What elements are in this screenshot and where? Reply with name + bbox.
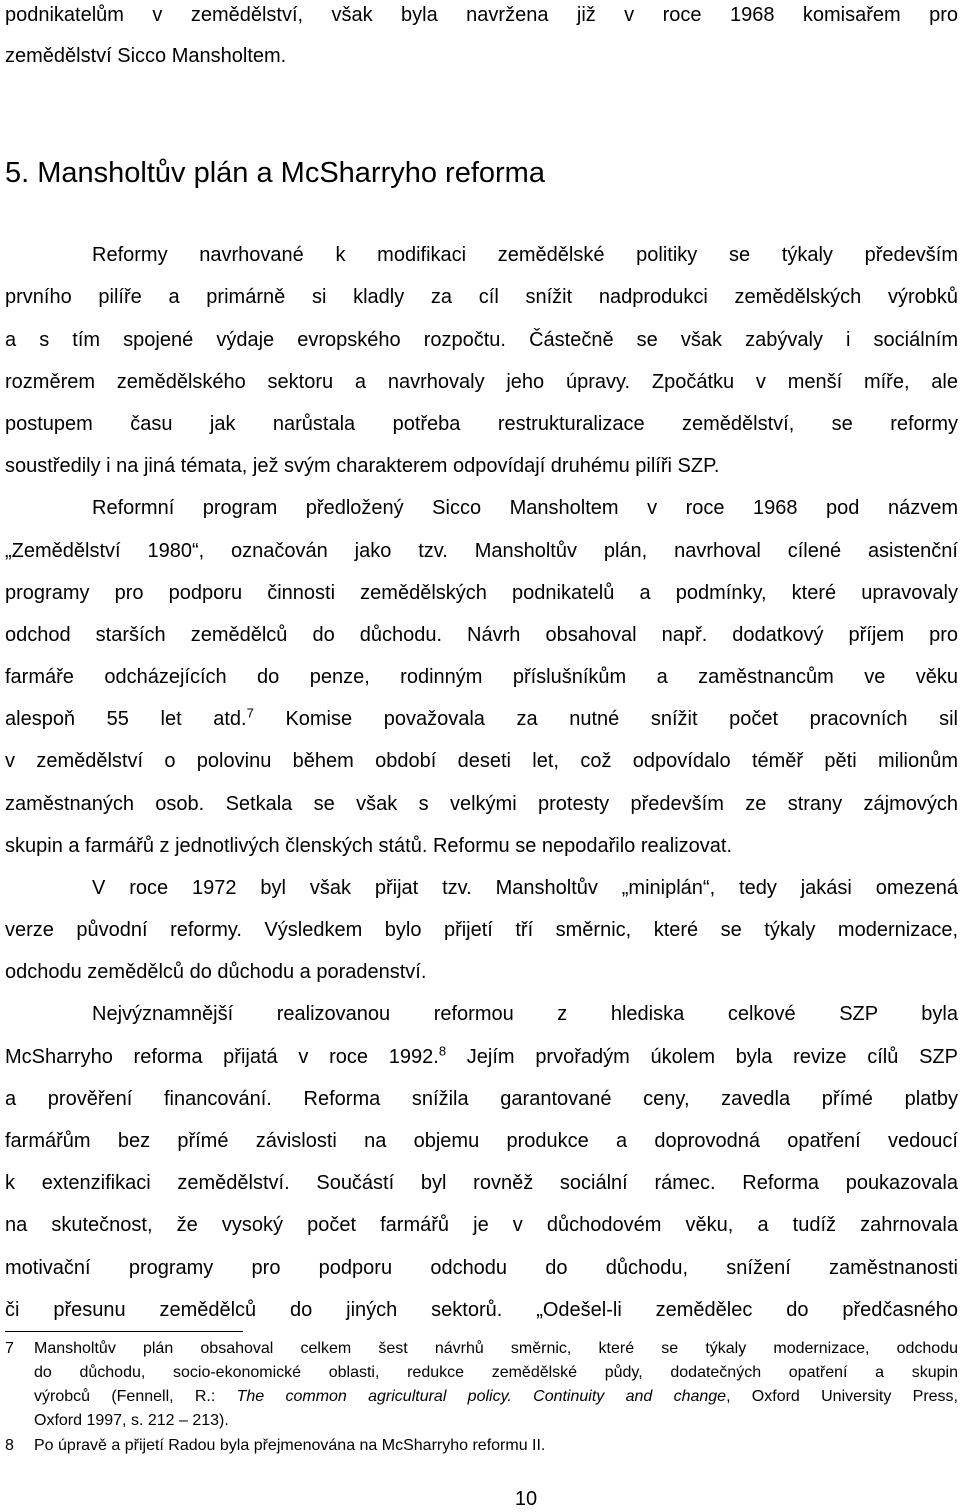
text-line: zemědělství Sicco Mansholtem. — [5, 45, 287, 67]
footnote-number: 7 — [5, 1340, 14, 1357]
text-segment: alespoň 55 let atd. — [5, 708, 247, 730]
text-line: skupin a farmářů z jednotlivých členských států. Reformu se nepodařilo realizovat. — [5, 835, 733, 857]
text-segment: Jejím prvořadým úkolem byla revize cílů SZP — [466, 1046, 958, 1068]
text-line: podnikatelům v zemědělství, však byla navržena již v roce 1968 komisařem pro — [5, 4, 958, 26]
text-segment: McSharryho reforma přijatá v roce 1992. — [5, 1046, 439, 1068]
footnote-ref-7: 7 — [246, 705, 254, 721]
text-line: na skutečnost, že vysoký počet farmářů je v důchodovém věku, a tudíž zahrnovala — [5, 1214, 958, 1236]
text-line: v zemědělství o polovinu během období deseti let, což odpovídalo téměř pěti milionům — [5, 750, 958, 772]
text-line: a prověření financování. Reforma snížila garantované ceny, zavedla přímé platby — [5, 1088, 958, 1110]
cited-title: The common agricultural policy. Continuity and change — [236, 1388, 727, 1405]
text-line: V roce 1972 byl však přijat tzv. Mansholtův „miniplán“, tedy jakási omezená — [92, 877, 958, 899]
footnote-line: Po úpravě a přijetí Radou byla přejmenována na McSharryho reformu II. — [34, 1437, 546, 1454]
text-line: odchod starších zemědělců do důchodu. Návrh obsahoval např. dodatkový příjem pro — [5, 624, 958, 646]
text-segment: Komise považovala za nutné snížit počet pracovních sil — [285, 708, 958, 730]
footnote-number: 8 — [5, 1437, 14, 1454]
text-line: rozměrem zemědělského sektoru a navrhovaly jeho úpravy. Zpočátku v menší míře, ale — [5, 371, 958, 393]
page-number: 10 — [514, 1488, 538, 1510]
text-line: farmáře odcházejících do penze, rodinným příslušníkům a zaměstnancům ve věku — [5, 666, 958, 688]
text-segment: výrobců (Fennell, R.: — [34, 1388, 237, 1405]
text-line: Reformy navrhované k modifikaci zemědělské politiky se týkaly především — [92, 244, 958, 266]
text-line: „Zemědělství 1980“, označován jako tzv. Mansholtův plán, navrhoval cílené asistenční — [5, 540, 958, 562]
section-heading: 5. Mansholtův plán a McSharryho reforma — [5, 157, 545, 189]
footnote-line — [34, 1386, 958, 1408]
text-line: programy pro podporu činnosti zemědělských podnikatelů a podmínky, které upravovaly — [5, 582, 958, 604]
footnote-line: do důchodu, socio-ekonomické oblasti, redukce zemědělské půdy, dodatečných opatření a skupin — [34, 1364, 958, 1381]
text-line — [5, 1044, 958, 1070]
text-line: k extenzifikaci zemědělství. Součástí byl rovněž sociální rámec. Reforma poukazovala — [5, 1172, 958, 1194]
text-line: postupem času jak narůstala potřeba restrukturalizace zemědělství, se reformy — [5, 413, 958, 435]
footnote-ref-8: 8 — [438, 1043, 447, 1059]
text-line: odchodu zemědělců do důchodu a poradenství. — [5, 961, 427, 983]
text-line: verze původní reformy. Výsledkem bylo přijetí tří směrnic, které se týkaly modernizace, — [5, 919, 958, 941]
text-line: prvního pilíře a primárně si kladly za cíl snížit nadprodukci zemědělských výrobků — [5, 286, 958, 308]
footnote-line: Oxford 1997, s. 212 – 213). — [34, 1412, 229, 1429]
text-line: motivační programy pro podporu odchodu do důchodu, snížení zaměstnanosti — [5, 1257, 958, 1279]
text-segment: , Oxford University Press, — [726, 1388, 958, 1405]
text-line: a s tím spojené výdaje evropského rozpočtu. Částečně se však zabývaly i sociálním — [5, 329, 958, 351]
text-line: soustředily i na jiná témata, jež svým charakterem odpovídají druhému pilíři SZP. — [5, 455, 720, 477]
text-line: zaměstnaných osob. Setkala se však s velkými protesty především ze strany zájmových — [5, 793, 958, 815]
text-line: Reformní program předložený Sicco Mansholtem v roce 1968 pod názvem — [92, 497, 958, 519]
text-line: či přesunu zemědělců do jiných sektorů. „Odešel-li zemědělec do předčasného — [5, 1299, 958, 1321]
text-line: Nejvýznamnější realizovanou reformou z hlediska celkové SZP byla — [92, 1003, 958, 1025]
footnote-line: Mansholtův plán obsahoval celkem šest návrhů směrnic, které se týkaly modernizace, odchodu — [34, 1340, 958, 1357]
text-line: farmářům bez přímé závislosti na objemu produkce a doprovodná opatření vedoucí — [5, 1130, 958, 1152]
text-line — [5, 706, 958, 732]
footnote-separator — [5, 1331, 243, 1332]
